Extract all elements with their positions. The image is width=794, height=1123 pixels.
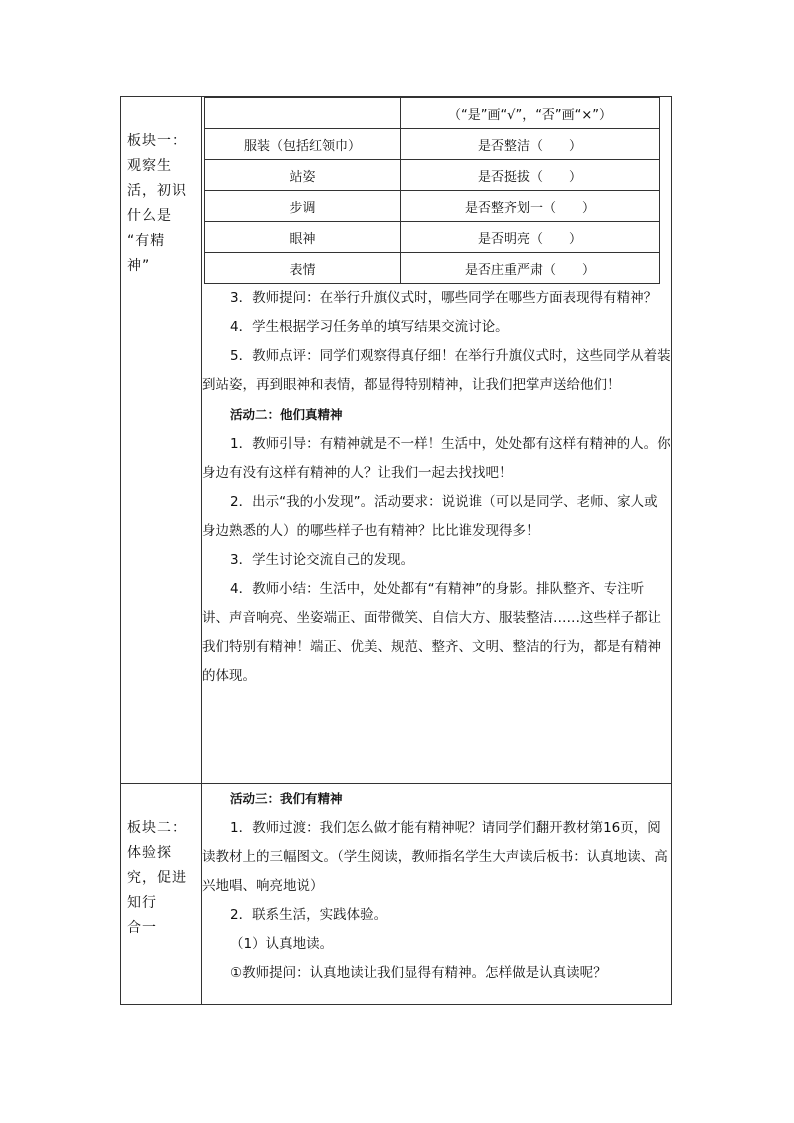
section-label-line: 板块二： <box>127 820 187 836</box>
step-paragraph: 1．教师引导：有精神就是不一样！生活中，处处都有这样有精神的人。你身边有没有这样有精神的人？让我们一起去找找吧！ <box>202 436 671 481</box>
section-label-line: 合一 <box>127 920 157 936</box>
step-paragraph: ①教师提问：认真地读让我们显得有精神。怎样做是认真读呢？ <box>230 965 607 981</box>
section-label-line: 板块一： <box>127 133 187 149</box>
step-paragraph: 4．学生根据学习任务单的填写结果交流讨论。 <box>230 319 509 335</box>
step-paragraph: （1）认真地读。 <box>230 936 334 952</box>
checklist-row <box>205 160 660 191</box>
observation-checklist-table <box>204 97 660 284</box>
checklist-row <box>205 253 660 284</box>
checklist-row <box>205 129 660 160</box>
section-1-row <box>121 97 672 784</box>
section-label-line: 体验探 <box>127 845 172 861</box>
section-2-label-cell <box>121 784 202 1005</box>
section-label-line: 究，促进 <box>127 870 187 886</box>
section-label-line: “有精 <box>127 233 166 249</box>
step-paragraph: 3．学生讨论交流自己的发现。 <box>230 552 415 568</box>
checklist-item: 表情 <box>205 253 401 284</box>
checklist-header-cell: （“是”画“√”，“否”画“×”） <box>401 98 660 129</box>
lesson-plan-table <box>120 96 672 1005</box>
section-label-line: 观察生 <box>127 158 172 174</box>
step-paragraph: 2．联系生活，实践体验。 <box>230 907 388 923</box>
step-paragraph: 5．教师点评：同学们观察得真仔细！在举行升旗仪式时，这些同学从着装到站姿，再到眼神和表情，都显得特别精神，让我们把掌声送给他们！ <box>202 348 671 393</box>
checklist-criterion: 是否整齐划一（ ） <box>401 191 660 222</box>
checklist-criterion: 是否整洁（ ） <box>401 129 660 160</box>
section-1-label <box>121 97 201 279</box>
checklist-header-row <box>205 98 660 129</box>
step-paragraph: 2．出示“我的小发现”。活动要求：说说谁（可以是同学、老师、家人或身边熟悉的人）的哪些样子也有精神？比比谁发现得多！ <box>202 494 658 539</box>
section-2-label <box>121 784 201 941</box>
section-label-line: 神” <box>127 258 151 274</box>
section-label-line: 什么是 <box>127 208 172 224</box>
section-label-line: 知行 <box>127 895 157 911</box>
step-paragraph: 3．教师提问：在举行升旗仪式时，哪些同学在哪些方面表现得有精神？ <box>230 290 658 306</box>
activity-2-title: 活动二：他们真精神 <box>230 407 343 422</box>
section-label-line: 活，初识 <box>127 183 187 199</box>
checklist-criterion: 是否明亮（ ） <box>401 222 660 253</box>
checklist-item: 步调 <box>205 191 401 222</box>
section-1-label-cell <box>121 97 202 784</box>
checklist-header-cell <box>205 98 401 129</box>
checklist-item: 眼神 <box>205 222 401 253</box>
checklist-criterion: 是否挺拔（ ） <box>401 160 660 191</box>
section-2-row <box>121 784 672 1005</box>
section-1-content <box>202 97 672 784</box>
activity-3-title: 活动三：我们有精神 <box>230 791 343 806</box>
checklist-item: 站姿 <box>205 160 401 191</box>
checklist-row <box>205 222 660 253</box>
checklist-item: 服装（包括红领巾） <box>205 129 401 160</box>
step-paragraph: 1．教师过渡：我们怎么做才能有精神呢？请同学们翻开教材第16页，阅读教材上的三幅图文。（学生阅读，教师指名学生大声读后板书：认真地读、高兴地唱、响亮地说） <box>202 820 668 894</box>
step-paragraph: 4．教师小结：生活中，处处都有“有精神”的身影。排队整齐、专注听讲、声音响亮、坐姿端正、面带微笑、自信大方、服装整洁……这些样子都让我们特别有精神！端正、优美、规范、整齐、文明、整洁的行为，都是有精神的体现。 <box>202 581 661 684</box>
checklist-criterion: 是否庄重严肃（ ） <box>401 253 660 284</box>
checklist-row <box>205 191 660 222</box>
section-2-content <box>202 784 672 1005</box>
